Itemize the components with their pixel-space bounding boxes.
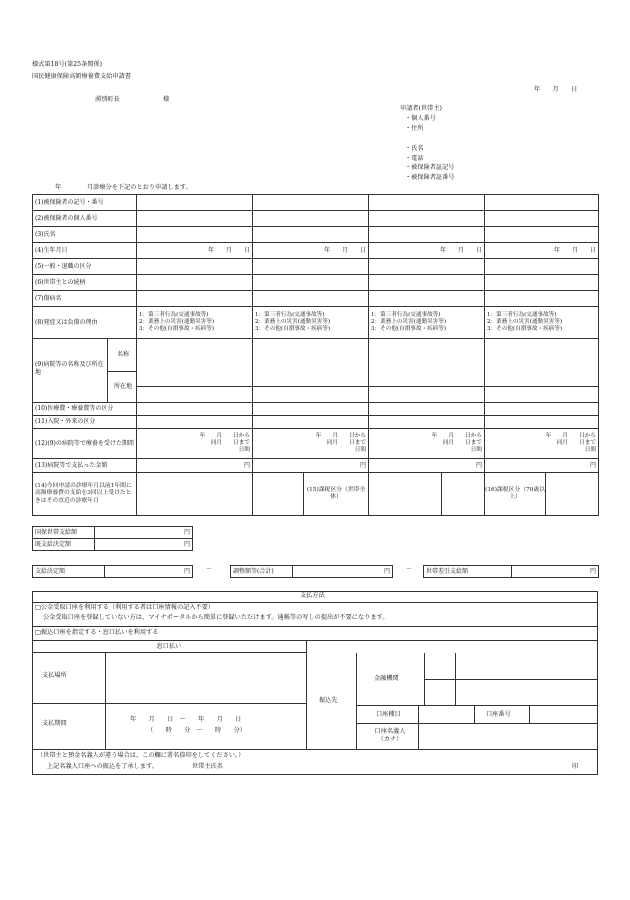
already-paid-label: 既支給決定額 <box>33 539 95 551</box>
hospital-name-label: 名称 <box>107 339 137 372</box>
application-date[interactable]: 年 月 日 <box>534 86 578 93</box>
row-category <box>33 259 599 275</box>
already-paid-field[interactable]: 円 <box>95 539 193 551</box>
intro-year: 年 <box>55 184 62 191</box>
adjust-field[interactable]: 円 <box>293 566 393 578</box>
delegate-note: （世帯主と預金名義人が違う場合は、この欄に署名捺印をしてください。） <box>37 752 245 759</box>
transfer-label: 振込先 <box>319 697 338 704</box>
label: (8)発症又は負傷の理由 <box>33 307 137 339</box>
account-number-label: 口座番号 <box>486 711 511 718</box>
row-birthdate: (4)生年月日 年 月 日 年 月 日 年 月 日 年 月 日 <box>33 243 599 259</box>
pay-decided-table <box>32 565 193 578</box>
intro-text: 月診療分を下記のとおり申請します。 <box>87 184 192 191</box>
net-label: 世帯差引支給額 <box>424 566 512 578</box>
label: (14)今回申請の診療年月以前1年間に高額療養費の支給を3回以上受けたときはその直近の診療年月 <box>33 473 137 516</box>
row-disease <box>33 291 599 307</box>
row-previous-benefits <box>33 473 599 516</box>
form-number: 様式第18号(第25条関係) <box>32 61 103 68</box>
account-holder-label: 口座名義人（カナ） <box>374 728 406 743</box>
tax-household-label: (15)課税区分（世帯全体） <box>306 486 366 500</box>
row-hospital <box>33 339 599 403</box>
minus-sign: － <box>206 566 213 573</box>
delegate-consent: 上記名義人口座への振込を了承します。 <box>47 763 158 770</box>
applicant-field-card-number[interactable]: ・被保険者証番号 <box>405 174 455 181</box>
bank-label: 金融機関 <box>374 675 399 682</box>
applicant-field-name[interactable]: ・氏名 <box>405 145 424 152</box>
main-table <box>32 194 599 516</box>
national-paid-label: 国保世帯支給額 <box>33 527 95 539</box>
row-period: (12)(9)の病院等で療養を受けた期間 年 月 日から 同月 日まで 日間 年 月 日から 同月 日まで 日間 年 月 日から 同月 日まで 日間 年 月 日から 同月 日まで 日間 <box>33 429 599 459</box>
row-cost-type <box>33 403 599 416</box>
label: (7)傷病名 <box>33 291 137 307</box>
option-bank-transfer[interactable]: □振込口座を指定する・窓口払いを利用する <box>35 629 159 636</box>
label: (12)(9)の病院等で療養を受けた期間 <box>33 429 137 459</box>
row-individual-number <box>33 211 599 227</box>
label: (10)医療費・療養費等の区分 <box>33 403 137 416</box>
label: (9)病院等の名称及び所在地 <box>35 361 104 376</box>
honorific: 様 <box>163 96 170 103</box>
applicant-field-phone[interactable]: ・電話 <box>405 155 424 162</box>
payment-period-label: 支払期間 <box>42 720 67 727</box>
pay-decided-field[interactable]: 円 <box>105 566 193 578</box>
applicant-field-card-symbol[interactable]: ・被保険者証記号 <box>405 164 455 171</box>
row-card-number <box>33 195 599 211</box>
row-relation <box>33 275 599 291</box>
applicant-heading: 申請者(世帯主) <box>400 105 442 112</box>
label: (11)入院・外来の区分 <box>33 416 137 429</box>
label: (5)一般・退職の区分 <box>33 259 137 275</box>
applicant-field-my-number[interactable]: ・個人番号 <box>405 115 436 122</box>
row-cause: (8)発症又は負傷の理由 1：第三者行為(交通事故等) 2：業務上の災害(通勤災害等) 3：その他(自損事故・疾病等) 1：第三者行為(交通事故等) 2：業務上の災害(通勤災害等) 3：その他(自損事故・疾病等) 1：第三者行為(交通事故等) 2：業務上の災害(通勤災害等) 3：その他(自損事故・疾病等) 1：第三者行為(交通事故等) 2：業務上の災害(通勤災害等) 3：その他(自損事故・疾病等) <box>33 307 599 339</box>
applicant-field-address[interactable]: ・住所 <box>405 125 424 132</box>
label: (4)生年月日 <box>33 243 137 259</box>
seal-mark: 印 <box>572 763 579 770</box>
row-name <box>33 227 599 243</box>
hospital-address-label: 所在地 <box>107 371 137 403</box>
row-inpatient <box>33 416 599 429</box>
option-public-account-note: 公金受取口座を登録していない方は、マイナポータルから簡単に登録いただけます。通帳等の写しの提出が不要になります。 <box>43 614 389 621</box>
payment-period-dates[interactable]: 年 月 日 ～ 年 月 日 <box>130 716 242 723</box>
label: (2)被保険者の個人番号 <box>33 211 137 227</box>
household-head-name-label[interactable]: 世帯主氏名 <box>192 763 223 770</box>
payment-heading: 支払方法 <box>300 592 325 599</box>
equals-sign: － <box>406 566 413 573</box>
payment-period-times[interactable]: （ 時 分 ～ 時 分） <box>147 727 246 734</box>
label: (3)氏名 <box>33 227 137 243</box>
account-type-label: 口座種目 <box>376 711 401 718</box>
row-amount-paid: (13)病院等で支払った金額 円 円 円 円 <box>33 459 599 473</box>
net-field[interactable]: 円 <box>512 566 599 578</box>
label: (13)病院等で支払った金額 <box>33 459 137 473</box>
form-title: 国民健康保険高額療養費支給申請書 <box>32 73 131 80</box>
option-public-account[interactable]: □公金受取口座を利用する（利用する者は口座情報の記入不要） <box>35 604 215 611</box>
adjust-label: 調整額等(合計) <box>231 566 293 578</box>
pay-decided-label: 支給決定額 <box>33 566 105 578</box>
label: (6)世帯主との続柄 <box>33 275 137 291</box>
addressee: 湧別町長 <box>95 96 120 103</box>
national-amount-table <box>32 526 193 551</box>
adjust-table <box>230 565 393 578</box>
net-table <box>423 565 599 578</box>
label: (1)被保険者の記号・番号 <box>33 195 137 211</box>
payment-place-label: 支払場所 <box>42 672 67 679</box>
national-paid-field[interactable]: 円 <box>95 527 193 539</box>
tax-70plus-label: (16)課税区分（70歳以上） <box>485 473 546 515</box>
window-payment-heading: 窓口払い <box>32 640 306 653</box>
